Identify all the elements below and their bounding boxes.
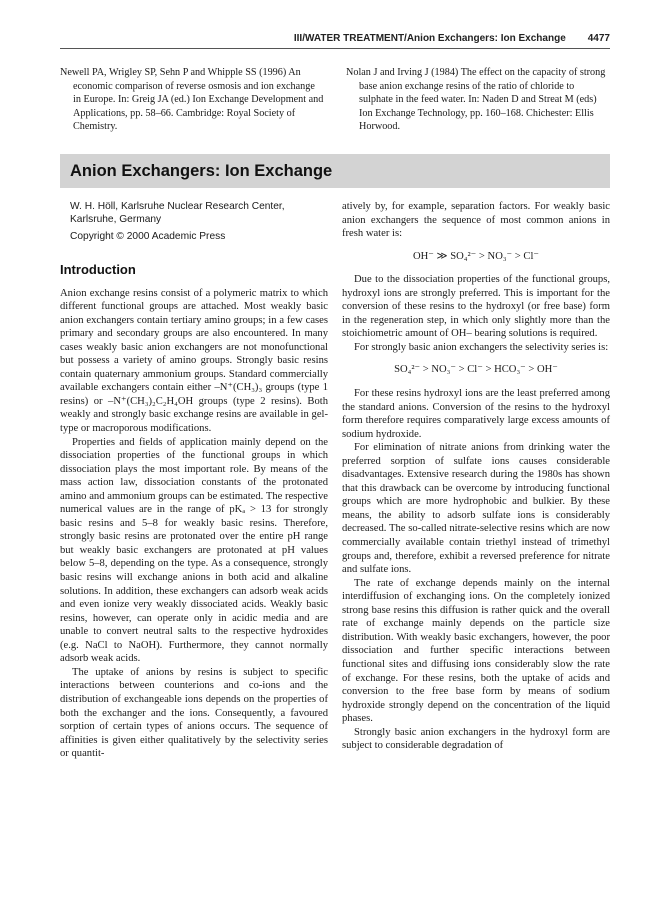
author-line: W. H. Höll, Karlsruhe Nuclear Research Center, xyxy=(70,201,285,212)
copyright-notice: Copyright © 2000 Academic Press xyxy=(70,231,226,242)
selectivity-series-weak: OH⁻ ≫ SO₄²⁻ > NO₃⁻ > Cl⁻ xyxy=(412,250,539,262)
reference-entry: Newell PA, Wrigley SP, Sehn P and Whipple SS (1996) An economic comparison of reverse osmosis and ion exchange in Europe. In: Greig JA (ed.) Ion Exchange Development and Applications, pp. 58–66. Cambridge: Royal Society of Chemistry. xyxy=(60,67,324,133)
reference-column-right xyxy=(346,66,610,134)
author-line: Karlsruhe, Germany xyxy=(70,214,162,225)
section-heading-introduction: Introduction xyxy=(60,262,136,277)
article-title-bar xyxy=(60,154,610,188)
running-header xyxy=(60,28,610,49)
body-paragraph: For elimination of nitrate anions from drinking water the preferred sorption of sulfate ions causes considerable disadvantages. Extensive research during the 1980s has shown that this drawback can be overcome by introducing functional groups which are more hydrophobic and bulkier. By these means, the ability to adsorb sulfate ions is considerably decreased. The so-called nitrate-selective resins which are now commercially available contain triethyl instead of trimethyl groups and, therefore, exhibit a reversed preference for nitrate and sulfate ions. xyxy=(342,442,610,576)
running-title: III/WATER TREATMENT/Anion Exchangers: Ion Exchange xyxy=(293,32,566,44)
body-paragraph: Anion exchange resins consist of a polymeric matrix to which different functional groups are attached. Most weakly basic anion exchangers contain tertiary amino groups; in a few cases primary and secondary groups are also encountered. In many cases weakly basic anion exchangers are not monofunctional but possess a variety of amino groups. Strongly basic resins contain quaternary ammonium groups. Standard commercially available exchangers contain either –N⁺(CH₃)₃ groups (type 1 resins) or –N⁺(CH₃)₂C₂H₄OH groups (type 2 resins). Both weakly and strongly basic exchange resins are available in gel-type or macroporous modifications. xyxy=(60,287,328,435)
body-paragraph: The uptake of anions by resins is subject to specific interactions between counterions and co-ions and the distribution of exchangeable ions depends on the properties of both the exchanger and the ions. Consequently, a favoured sorption of certain types of anions occurs. The sequence of affinities is given either qualitatively by the selectivity series or quantit- xyxy=(60,666,328,760)
reference-column-left xyxy=(60,66,324,134)
body-paragraph: For strongly basic anion exchangers the selectivity series is: xyxy=(354,341,609,353)
reference-list xyxy=(60,66,610,134)
selectivity-series-strong: SO₄²⁻ > NO₃⁻ > Cl⁻ > HCO₃⁻ > OH⁻ xyxy=(394,364,558,376)
body-paragraph: The rate of exchange depends mainly on the internal interdiffusion of exchanging ions. On the completely ionized strong base resins this diffusion is rather quick and the overall rate of exchange mainly depends on the particle size distribution. With weakly basic exchangers, however, the poor dissociation and further specific interactions between functional sites and diffusing ions considerably slow the rate of exchange. For these resins, both the uptake of acids and conversion to the free base form by means of sodium hydroxide strongly depend on the concentration of the liquid phases. xyxy=(342,577,610,725)
author-affiliation xyxy=(70,200,328,226)
body-paragraph: atively by, for example, separation factors. For weakly basic anion exchangers the sequence of most common anions in fresh water is: xyxy=(342,201,610,240)
body-paragraph: For these resins hydroxyl ions are the least preferred among the standard anions. Conversion of the resins to the hydroxyl form therefore requires comparatively large excess amounts of sodium hydroxide. xyxy=(342,388,610,440)
reference-entry: Nolan J and Irving J (1984) The effect on the capacity of strong base anion exchange resins of the ratio of chloride to sulphate in the feed water. In: Naden D and Streat M (eds) Ion Exchange Technology, pp. 160–168. Chichester: Ellis Horwood. xyxy=(346,67,606,133)
article-title: Anion Exchangers: Ion Exchange xyxy=(70,161,333,180)
body-paragraph: Due to the dissociation properties of the functional groups, hydroxyl ions are strongly preferred. This is important for the conversion of these resins to the hydroxyl (or free base) form in the regeneration step, in which only slightly more than the stoichiometric amount of OH– bearing solutions is required. xyxy=(342,274,610,340)
body-paragraph: Strongly basic anion exchangers in the hydroxyl form are subject to considerable degradation of xyxy=(342,726,610,752)
right-column xyxy=(342,200,610,753)
body-paragraph: Properties and fields of application mainly depend on the dissociation properties of the functional groups in which dissociation plays the most important role. By means of the mass action law, dissociation constants of the protonated amino and ammonium groups can be estimated. The respective numerical values are in the range of pKₐ > 13 for strongly basic resins and 5–8 for weakly basic resins. Therefore, strongly basic resins are protonated over the entire pH range but weakly basic exchangers are protonated at pH values below 5–8, depending on the type. As a consequence, strongly basic resins will exchange anions in both acid and alkaline solutions. In addition, these exchangers can adsorb weak acids and even ionize very weakly dissociated acids. Weakly basic resins, however, can operate only in acidic media and are unable to convert neutral salts to the respective hydroxides (e.g. NaCl to NaOH). Furthermore, they cannot normally adsorb weak acids. xyxy=(60,436,328,665)
page-number: 4477 xyxy=(587,32,610,44)
left-column xyxy=(60,200,328,761)
